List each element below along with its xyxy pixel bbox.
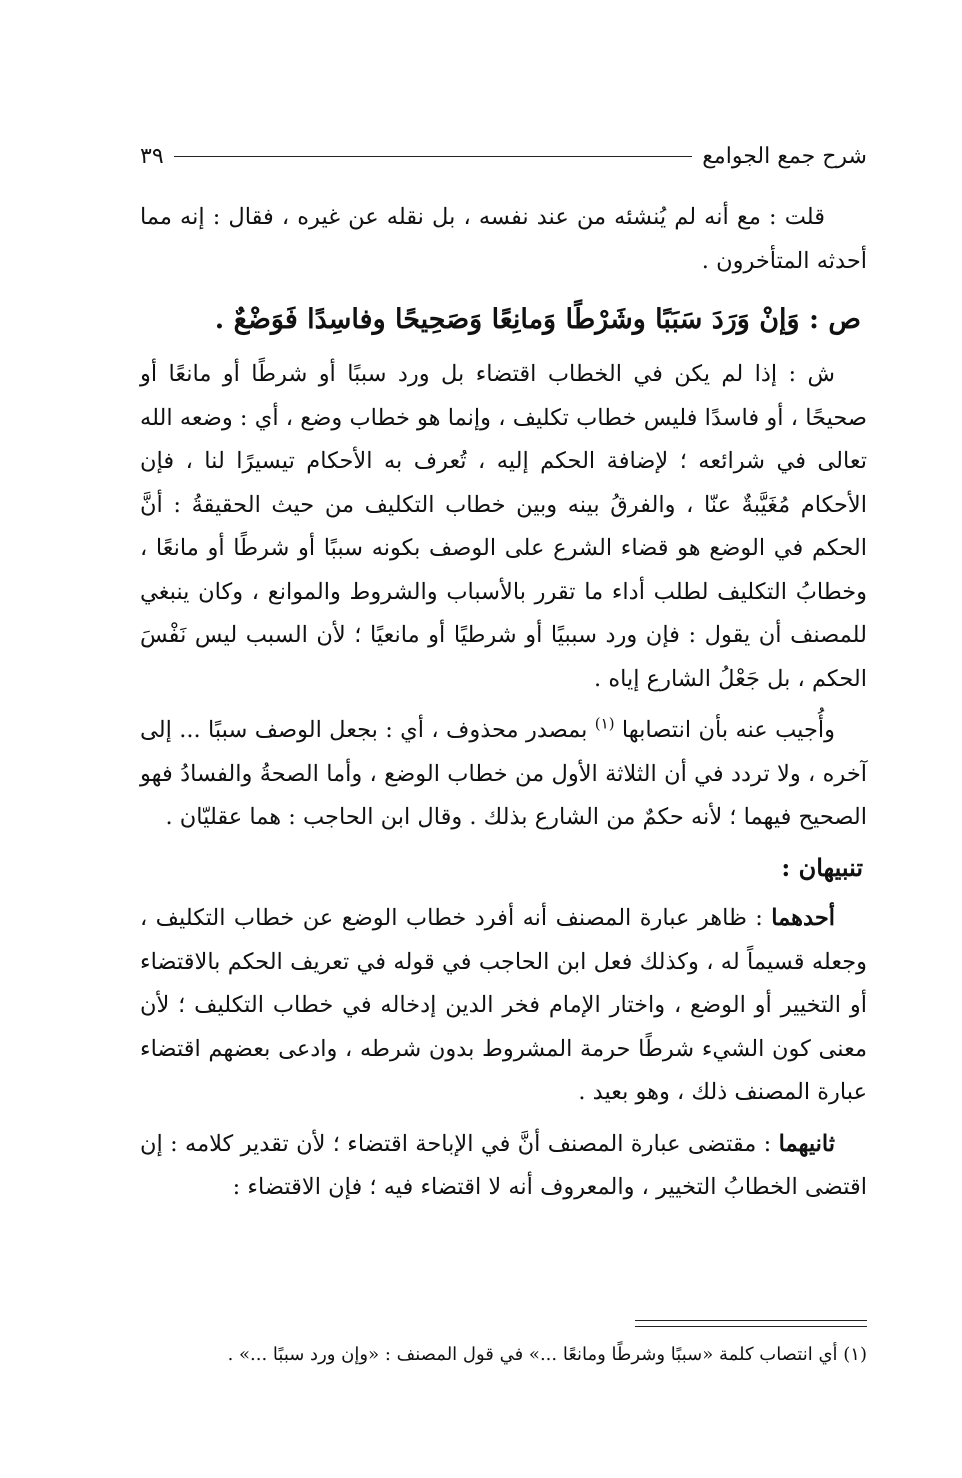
note-1-text: : ظاهر عبارة المصنف أنه أفرد خطاب الوضع عن خطاب التكليف ، وجعله قسيماً له ، وكذلك فعل ابن الحاجب في قوله في تعريف الحكم بالاقتضاء أو التخيير أو الوضع ، واختار الإمام فخر الدين إدخاله في خطاب التكليف ؛ لأن معنى كون الشيء شرطًا حرمة المشروط بدون شرطه ، وادعى بعضهم اقتضاء عبارة المصنف ذلك ، وهو بعيد . [140, 905, 867, 1105]
main-text [140, 196, 867, 1210]
running-header [140, 136, 867, 176]
paragraph-1: قلت : مع أنه لم يُنشئه من عند نفسه ، بل نقله عن غيره ، فقال : إنه مما أحدثه المتأخرون . [140, 204, 867, 274]
paragraph-answer [140, 709, 867, 840]
footnote: (١) أي انتصاب كلمة «سببًا وشرطًا ومانعًا ...» في قول المصنف : «وإن ورد سببًا ...» . [227, 1344, 867, 1365]
paragraph-answer-start: وأُجيب عنه بأن انتصابها [614, 717, 835, 743]
note-2-text: : مقتضى عبارة المصنف أنَّ في الإباحة اقتضاء ؛ لأن تقدير كلامه : إن اقتضى الخطابُ التخيير ، والمعروف أنه لا اقتضاء فيه ؛ فإن الاقتضاء : [140, 1130, 867, 1200]
section-heading: تنبيهان : [781, 852, 863, 882]
paragraph-answer-end: بمصدر محذوف ، أي : بجعل الوصف سببًا ... إلى آخره ، ولا تردد في أن الثلاثة الأول من خطاب الوضع ، وأما الصحةُ والفسادُ فهو الصحيح فيهما ؛ لأنه حكمٌ من الشارع بذلك . وقال ابن الحاجب : هما عقليّان . [140, 717, 867, 830]
note-1-lead: أحدهما [771, 905, 835, 931]
footnote-divider-double [635, 1326, 867, 1327]
header-title: شرح جمع الجوامع [702, 143, 867, 169]
matn-line: ص : وَإنْ وَرَدَ سَبَبًا وشَرْطًا وَمانِعًا وَصَحِيحًا وفاسِدًا فَوَضْعٌ . [214, 304, 861, 335]
paragraph-commentary: ش : إذا لم يكن في الخطاب اقتضاء بل ورد سببًا أو شرطًا أو مانعًا أو صحيحًا ، أو فاسدًا فليس خطاب تكليف ، وإنما هو خطاب وضع ، أي : وضعه الله تعالى في شرائعه ؛ لإضافة الحكم إليه ، تُعرف به الأحكام تيسيرًا لنا ، فإن الأحكام مُغَيَّبةٌ عنّا ، والفرقُ بينه وبين خطاب التكليف من حيث الحقيقةُ : أنَّ الحكم في الوضع هو قضاء الشرع على الوصف بكونه سببًا أو شرطًا أو مانعًا ، وخطابُ التكليف لطلب أداء ما تقرر بالأسباب والشروط والموانع ، وكان ينبغي للمصنف أن يقول : فإن ورد سببيًا أو شرطيًا أو مانعيًا ؛ لأن السبب ليس نَفْسَ الحكم ، بل جَعْلُ الشارع إياه . [140, 361, 867, 692]
footnote-reference[interactable]: (١) [594, 714, 615, 733]
header-rule [174, 156, 693, 157]
note-2-lead: ثانيهما [778, 1130, 835, 1157]
page-number: ٣٩ [140, 143, 164, 169]
footnote-divider [635, 1320, 867, 1321]
paragraph-note-2 [140, 1123, 867, 1210]
paragraph-note-1 [140, 897, 867, 1115]
